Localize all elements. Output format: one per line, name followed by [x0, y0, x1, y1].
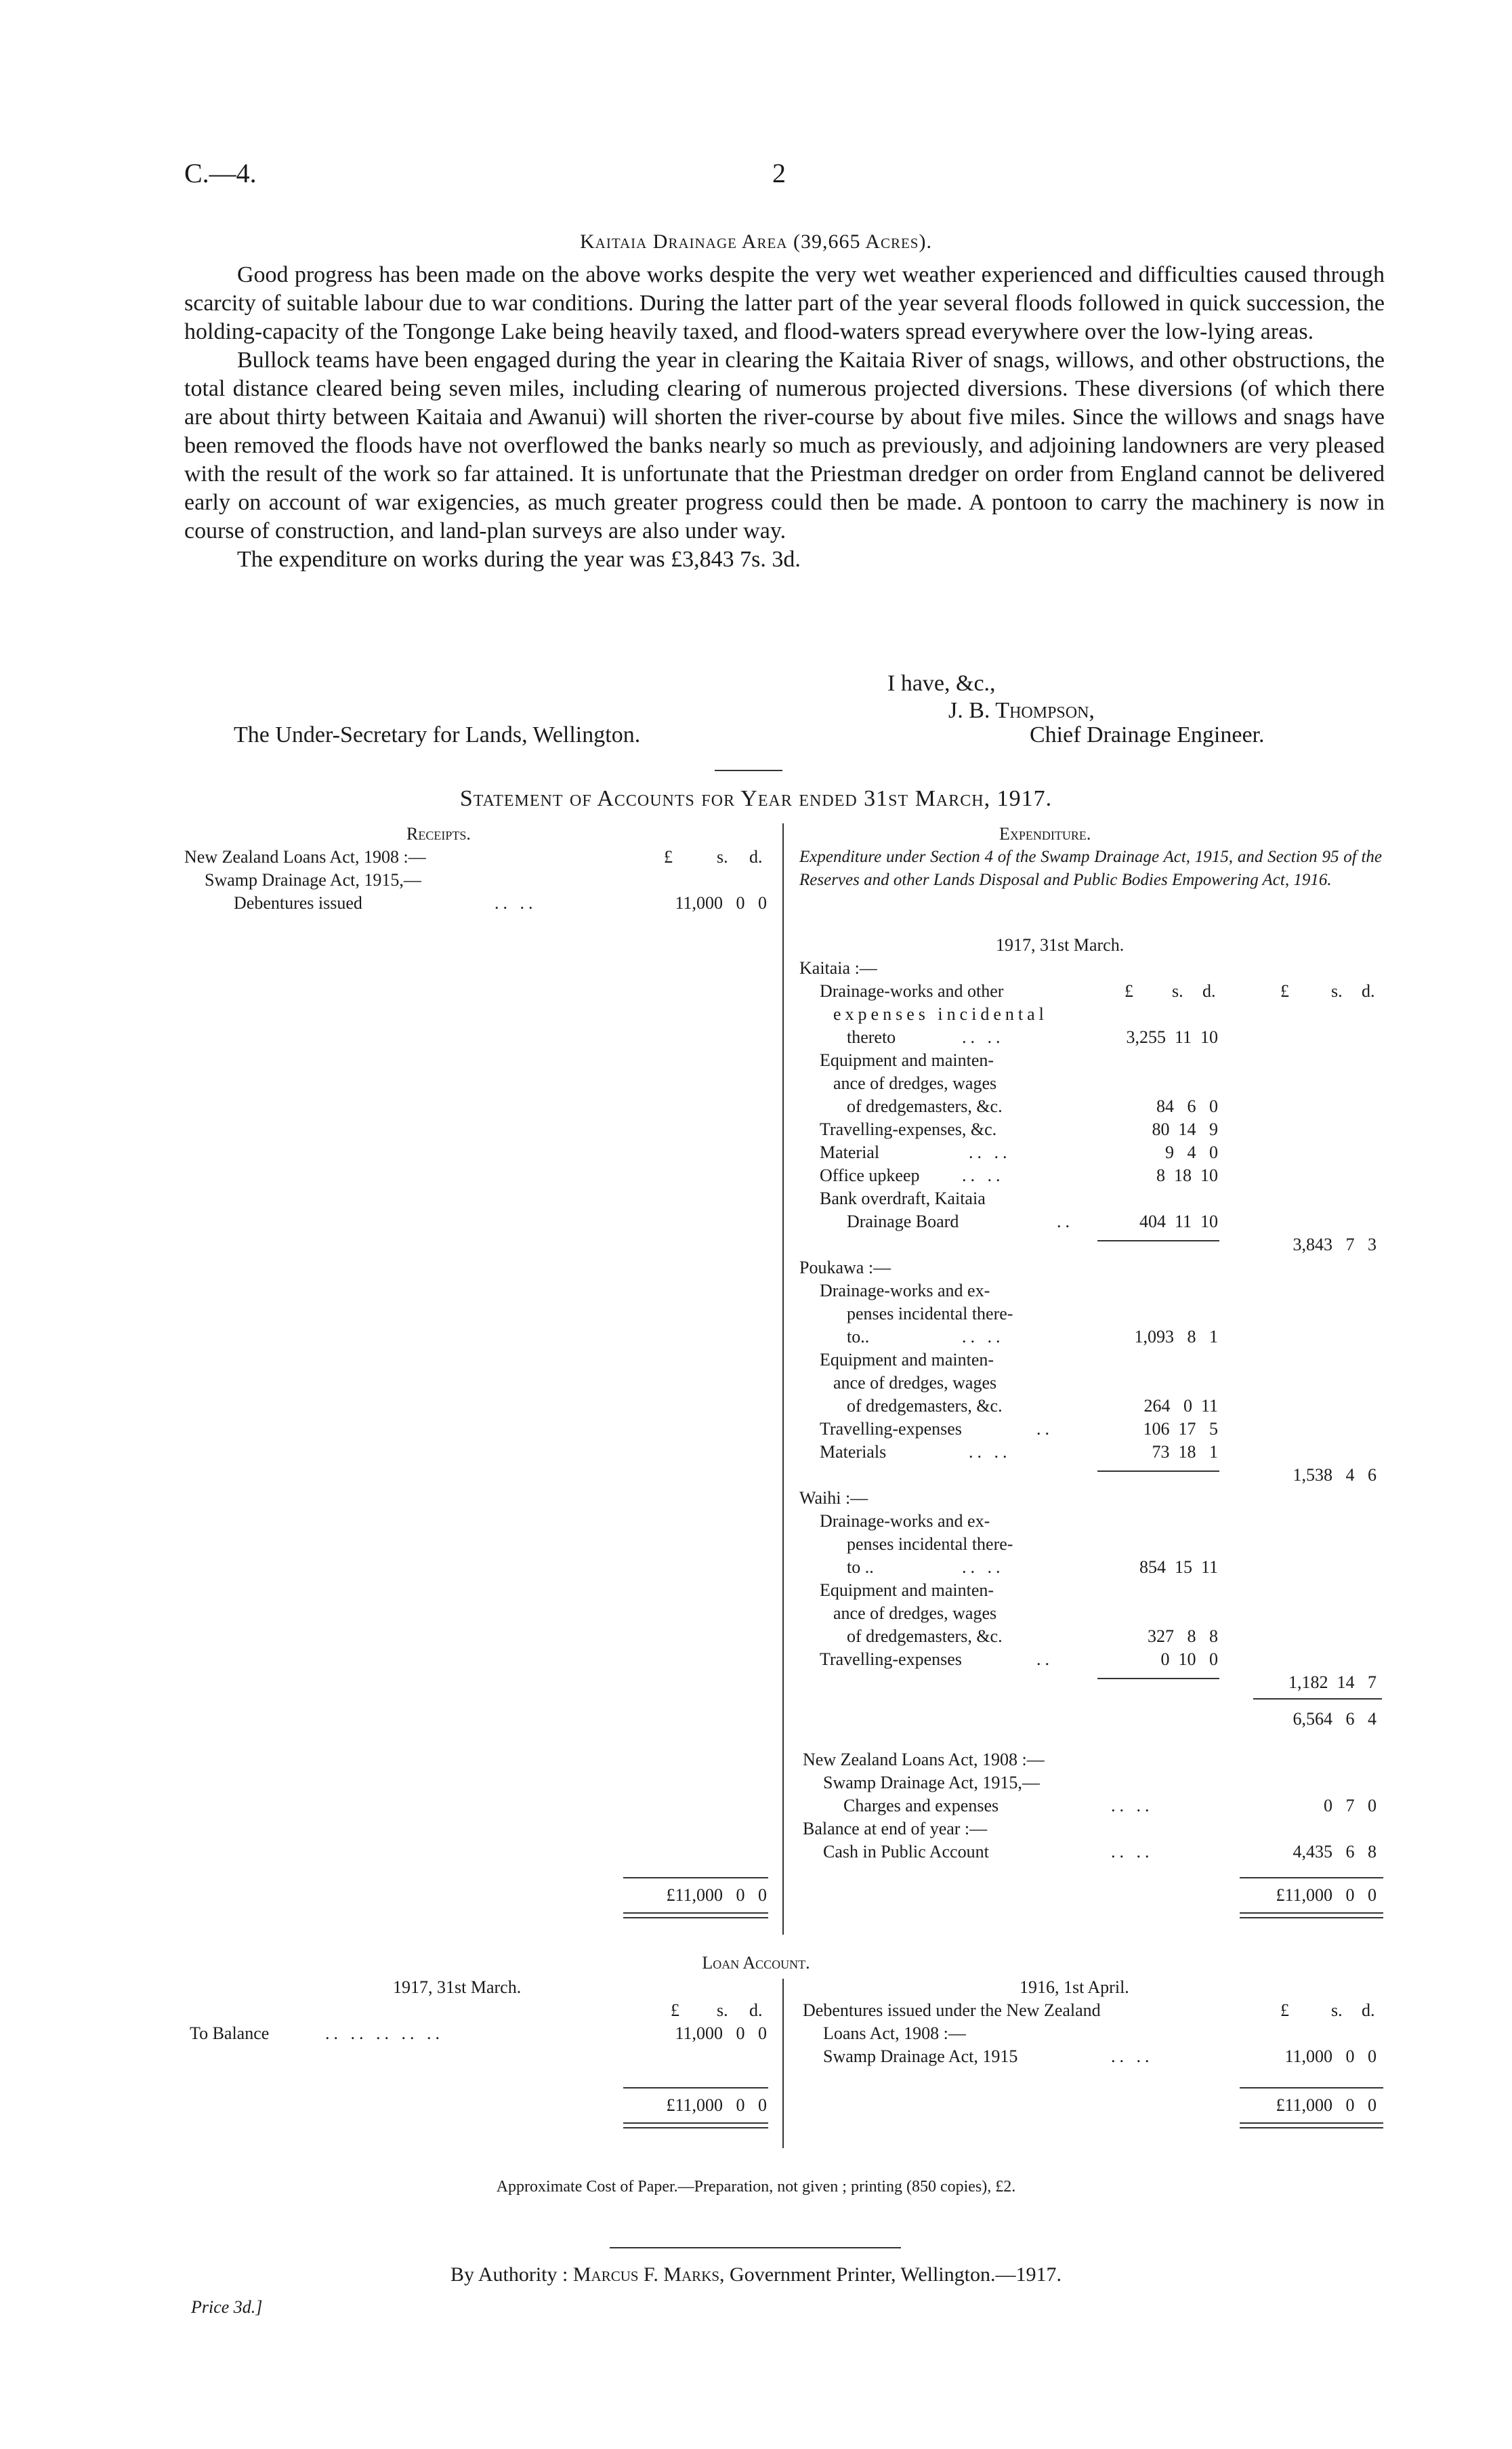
- leader-dots: .. ..: [1111, 1842, 1154, 1861]
- receipts-debentures-label: Debentures issued: [234, 893, 362, 913]
- double-rule: [1240, 2122, 1383, 2128]
- kaitaia-item-5: Office upkeep: [820, 1166, 920, 1185]
- waihi-item-1-b: penses incidental there-: [847, 1534, 1013, 1554]
- receipts-act-1908: New Zealand Loans Act, 1908 :—: [184, 847, 426, 867]
- rule: [1097, 1678, 1219, 1679]
- rule: [1253, 1698, 1382, 1700]
- waihi-item-1-c: to ..: [847, 1557, 874, 1577]
- kaitaia-item-3: Travelling-expenses, &c.: [820, 1119, 997, 1139]
- charges-amount: 0 7 0: [1324, 1796, 1377, 1815]
- rule: [1097, 1470, 1219, 1472]
- receipts-col-d: d.: [749, 847, 763, 867]
- cash-label: Cash in Public Account: [823, 1842, 989, 1861]
- waihi-item-3-amount: 0 10 0: [1160, 1649, 1218, 1669]
- loan-right-total: £11,000 0 0: [1276, 2095, 1377, 2115]
- balance-label: Balance at end of year :—: [803, 1819, 988, 1838]
- receipts-col-s: s.: [717, 847, 728, 867]
- expenditure-date: 1917, 31st March.: [996, 935, 1125, 955]
- receipts-debentures-amount: 11,000 0 0: [675, 893, 767, 913]
- loan-right-col-d: d.: [1362, 2000, 1375, 2020]
- kaitaia-item-1-a: Drainage-works and other: [820, 981, 1004, 1001]
- exp-col-s-1: s.: [1172, 981, 1183, 1001]
- paragraph-3: The expenditure on works during the year was £3,843 7s. 3d.: [237, 547, 801, 572]
- expenditure-total: £11,000 0 0: [1276, 1885, 1377, 1905]
- charges-label: Charges and expenses: [843, 1796, 999, 1815]
- leader-dots: .. .. .. .. ..: [325, 2023, 444, 2043]
- waihi-item-3: Travelling-expenses: [820, 1649, 962, 1669]
- poukawa-label: Poukawa :—: [799, 1258, 891, 1277]
- loan-right-line-1: Debentures issued under the New Zealand: [803, 2000, 1101, 2020]
- poukawa-item-3: Travelling-expenses: [820, 1419, 962, 1439]
- receipts-heading: Receipts.: [406, 824, 471, 844]
- kaitaia-item-1-amount: 3,255 11 10: [1126, 1027, 1218, 1047]
- poukawa-item-2-a: Equipment and mainten-: [820, 1350, 994, 1370]
- poukawa-item-1-c: to..: [847, 1327, 870, 1346]
- loan-left-col-pounds: £: [671, 2000, 679, 2020]
- addressee: The Under-Secretary for Lands, Wellington.: [234, 722, 641, 747]
- divider: [715, 770, 782, 771]
- leader-dots: .. ..: [962, 1027, 1005, 1047]
- leader-dots: .. ..: [969, 1442, 1011, 1462]
- rule: [623, 1877, 768, 1878]
- waihi-item-1-amount: 854 15 11: [1139, 1557, 1218, 1577]
- double-rule: [623, 2122, 768, 2128]
- kaitaia-item-2-a: Equipment and mainten-: [820, 1050, 994, 1070]
- rule: [623, 2087, 768, 2088]
- section-title: Kaitaia Drainage Area (39,665 Acres).: [580, 230, 932, 253]
- rule: [1240, 2087, 1383, 2088]
- leader-dots: .. ..: [1111, 1796, 1154, 1815]
- leader-dots: ..: [1057, 1212, 1074, 1231]
- waihi-item-2-a: Equipment and mainten-: [820, 1580, 994, 1600]
- waihi-subtotal: 1,182 14 7: [1288, 1672, 1377, 1692]
- document-reference: C.—4.: [184, 158, 257, 188]
- footer-rule: [610, 2247, 901, 2248]
- exp-col-d-2: d.: [1362, 981, 1375, 1001]
- loan-column-divider: [782, 1979, 784, 2148]
- loan-left-col-s: s.: [717, 2000, 728, 2020]
- kaitaia-item-3-amount: 80 14 9: [1152, 1119, 1218, 1139]
- poukawa-item-4: Materials: [820, 1442, 887, 1462]
- paragraph-1: Good progress has been made on the above works despite the very wet weather experienced and difficulties caused through scarcity of suitable labour due to war conditions. During the latter part of the year several floods followed in quick succession, the holding-capacity of the Tongonge Lake being heavily taxed, and flood-waters spread everywhere over the low-lying areas.: [184, 262, 1385, 344]
- kaitaia-item-4-amount: 9 4 0: [1165, 1143, 1218, 1162]
- kaitaia-item-2-b: ance of dredges, wages: [833, 1073, 997, 1093]
- signatory-name: J. B. Thompson,: [948, 698, 1095, 723]
- poukawa-item-1-amount: 1,093 8 1: [1134, 1327, 1218, 1346]
- loan-right-line-3: Swamp Drainage Act, 1915: [823, 2046, 1018, 2066]
- expenditure-heading: Expenditure.: [999, 824, 1091, 844]
- leader-dots: .. ..: [962, 1557, 1005, 1577]
- poukawa-item-1-b: penses incidental there-: [847, 1304, 1013, 1323]
- kaitaia-item-2-c: of dredgemasters, &c.: [847, 1096, 1003, 1116]
- expenditure-sum: 6,564 6 4: [1293, 1709, 1377, 1729]
- authority-prefix: By Authority :: [450, 2263, 568, 2286]
- exp-swamp-drainage-act: Swamp Drainage Act, 1915,—: [823, 1773, 1040, 1792]
- poukawa-item-2-c: of dredgemasters, &c.: [847, 1396, 1003, 1416]
- loan-left-total: £11,000 0 0: [666, 2095, 767, 2115]
- loan-left-date: 1917, 31st March.: [393, 1977, 522, 1997]
- expenditure-intro: Expenditure under Section 4 of the Swamp Drainage Act, 1915, and Section 95 of the Reserves and other Lands Disposal and Public Bodies Empowering Act, 1916.: [799, 848, 1382, 889]
- waihi-item-2-c: of dredgemasters, &c.: [847, 1626, 1003, 1646]
- poukawa-item-2-b: ance of dredges, wages: [833, 1373, 997, 1393]
- loan-right-line-2: Loans Act, 1908 :—: [823, 2023, 966, 2043]
- poukawa-item-3-amount: 106 17 5: [1143, 1419, 1218, 1439]
- to-balance-amount: 11,000 0 0: [675, 2023, 767, 2043]
- kaitaia-item-6-a: Bank overdraft, Kaitaia: [820, 1189, 986, 1208]
- waihi-item-2-amount: 327 8 8: [1148, 1626, 1218, 1646]
- cost-note: Approximate Cost of Paper.—Preparation, not given ; printing (850 copies), £2.: [496, 2178, 1016, 2196]
- authority-suffix: Government Printer, Wellington.—1917.: [730, 2263, 1062, 2286]
- loan-right-date: 1916, 1st April.: [1020, 1977, 1129, 1997]
- receipts-total: £11,000 0 0: [666, 1885, 767, 1905]
- exp-col-d-1: d.: [1202, 981, 1216, 1001]
- poukawa-item-1-a: Drainage-works and ex-: [820, 1281, 990, 1300]
- closing: I have, &c.,: [887, 671, 996, 696]
- loan-right-col-pounds: £: [1280, 2000, 1289, 2020]
- printer-line: [0, 2263, 1512, 2286]
- waihi-item-2-b: ance of dredges, wages: [833, 1603, 997, 1623]
- kaitaia-item-6-amount: 404 11 10: [1139, 1212, 1218, 1231]
- signatory-title: Chief Drainage Engineer.: [1030, 722, 1265, 747]
- double-rule: [1240, 1912, 1383, 1918]
- receipts-act-1915: Swamp Drainage Act, 1915,—: [205, 870, 421, 890]
- leader-dots: .. ..: [1111, 2046, 1154, 2066]
- column-divider: [782, 823, 784, 1935]
- rule: [1240, 1877, 1383, 1878]
- page-number: 2: [772, 158, 786, 188]
- poukawa-item-4-amount: 73 18 1: [1152, 1442, 1218, 1462]
- kaitaia-label: Kaitaia :—: [799, 958, 877, 978]
- price: Price 3d.]: [191, 2297, 263, 2317]
- kaitaia-subtotal: 3,843 7 3: [1293, 1235, 1377, 1254]
- leader-dots: ..: [1036, 1419, 1053, 1439]
- poukawa-subtotal: 1,538 4 6: [1293, 1465, 1377, 1485]
- cash-amount: 4,435 6 8: [1293, 1842, 1377, 1861]
- kaitaia-item-1-b: expenses incidental: [833, 1004, 1048, 1024]
- leader-dots: .. ..: [962, 1327, 1005, 1346]
- leader-dots: .. ..: [969, 1143, 1011, 1162]
- waihi-label: Waihi :—: [799, 1488, 868, 1508]
- loan-account-title: Loan Account.: [702, 1953, 810, 1973]
- kaitaia-item-2-amount: 84 6 0: [1156, 1096, 1218, 1116]
- kaitaia-item-4: Material: [820, 1143, 880, 1162]
- loan-right-amount: 11,000 0 0: [1284, 2046, 1377, 2066]
- kaitaia-item-1-c: thereto: [847, 1027, 896, 1047]
- poukawa-item-2-amount: 264 0 11: [1143, 1396, 1218, 1416]
- paragraph-2: Bullock teams have been engaged during the year in clearing the Kaitaia River of snags, willows, and other obstructions, the total distance cleared being seven miles, including clearing of numerous projected diversions. These diversions (of which there are about thirty between Kaitaia and Awanui) will shorten the river-course by about five miles. Since the willows and snags have been removed the floods have not overflowed the banks nearly so much as previously, and adjoining landowners are very pleased with the result of the work so far attained. It is unfortunate that the Priestman dredger on order from England cannot be delivered early on account of war exigencies, as much greater progress could then be made. A pontoon to carry the machinery is now in course of construction, and land-plan surveys are also under way.: [184, 348, 1385, 543]
- waihi-item-1-a: Drainage-works and ex-: [820, 1511, 990, 1531]
- leader-dots: .. ..: [962, 1166, 1005, 1185]
- statement-title: Statement of Accounts for Year ended 31st March, 1917.: [459, 786, 1053, 811]
- kaitaia-item-5-amount: 8 18 10: [1156, 1166, 1218, 1185]
- leader-dots: .. ..: [495, 893, 537, 913]
- leader-dots: ..: [1036, 1649, 1053, 1669]
- exp-col-pounds-1: £: [1125, 981, 1133, 1001]
- double-rule: [623, 1912, 768, 1918]
- exp-col-pounds-2: £: [1280, 981, 1289, 1001]
- kaitaia-item-6-b: Drainage Board: [847, 1212, 959, 1231]
- loan-left-col-d: d.: [749, 2000, 763, 2020]
- exp-col-s-2: s.: [1331, 981, 1343, 1001]
- exp-nz-loans-act: New Zealand Loans Act, 1908 :—: [803, 1750, 1045, 1769]
- rule: [1097, 1240, 1219, 1241]
- body-text: [184, 261, 1385, 574]
- printer-name: Marcus F. Marks,: [572, 2263, 725, 2286]
- receipts-col-pounds: £: [664, 847, 673, 867]
- loan-right-col-s: s.: [1331, 2000, 1343, 2020]
- to-balance-label: To Balance: [190, 2023, 270, 2043]
